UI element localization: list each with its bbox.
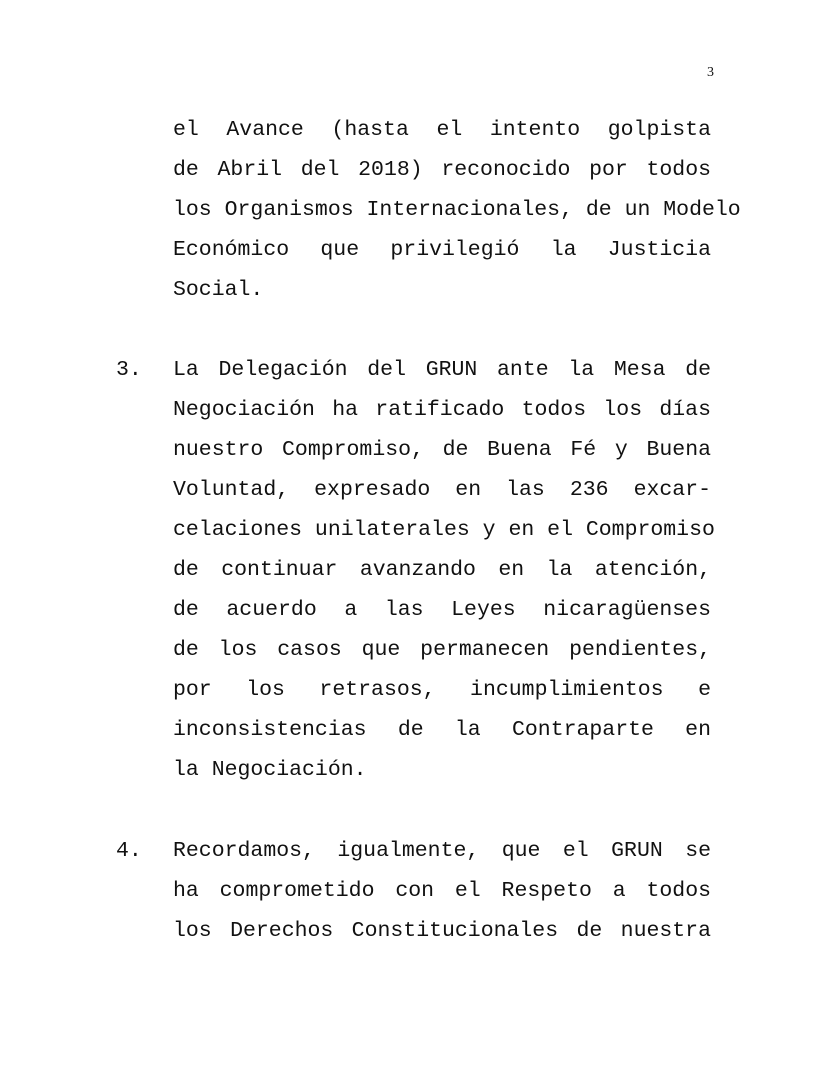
paragraph-line: de Abril del 2018) reconocido por todos: [173, 158, 711, 182]
paragraph-line: el Avance (hasta el intento golpista: [173, 118, 711, 142]
paragraph-line: celaciones unilaterales y en el Compromiso: [173, 518, 715, 542]
paragraph-line: nuestro Compromiso, de Buena Fé y Buena: [173, 438, 711, 462]
paragraph-line: Económico que privilegió la Justicia: [173, 238, 711, 262]
paragraph-line: los Organismos Internacionales, de un Modelo: [173, 198, 741, 222]
paragraph-line: de continuar avanzando en la atención,: [173, 558, 711, 582]
paragraph-line: por los retrasos, incumplimientos e: [173, 678, 711, 702]
paragraph-line: Voluntad, expresado en las 236 excar-: [173, 478, 711, 502]
item-number: 3.: [116, 358, 142, 382]
paragraph-line: ha comprometido con el Respeto a todos: [173, 879, 711, 903]
paragraph-line: de acuerdo a las Leyes nicaragüenses: [173, 598, 711, 622]
paragraph-line: Recordamos, igualmente, que el GRUN se: [173, 839, 711, 863]
item-number: 4.: [116, 839, 142, 863]
paragraph-line: Social.: [173, 278, 264, 302]
paragraph-line: Negociación ha ratificado todos los días: [173, 398, 711, 422]
page-number: 3: [707, 65, 714, 80]
paragraph-line: La Delegación del GRUN ante la Mesa de: [173, 358, 711, 382]
paragraph-line: los Derechos Constitucionales de nuestra: [173, 919, 711, 943]
paragraph-line: la Negociación.: [173, 758, 367, 782]
paragraph-line: inconsistencias de la Contraparte en: [173, 718, 711, 742]
paragraph-line: de los casos que permanecen pendientes,: [173, 638, 711, 662]
